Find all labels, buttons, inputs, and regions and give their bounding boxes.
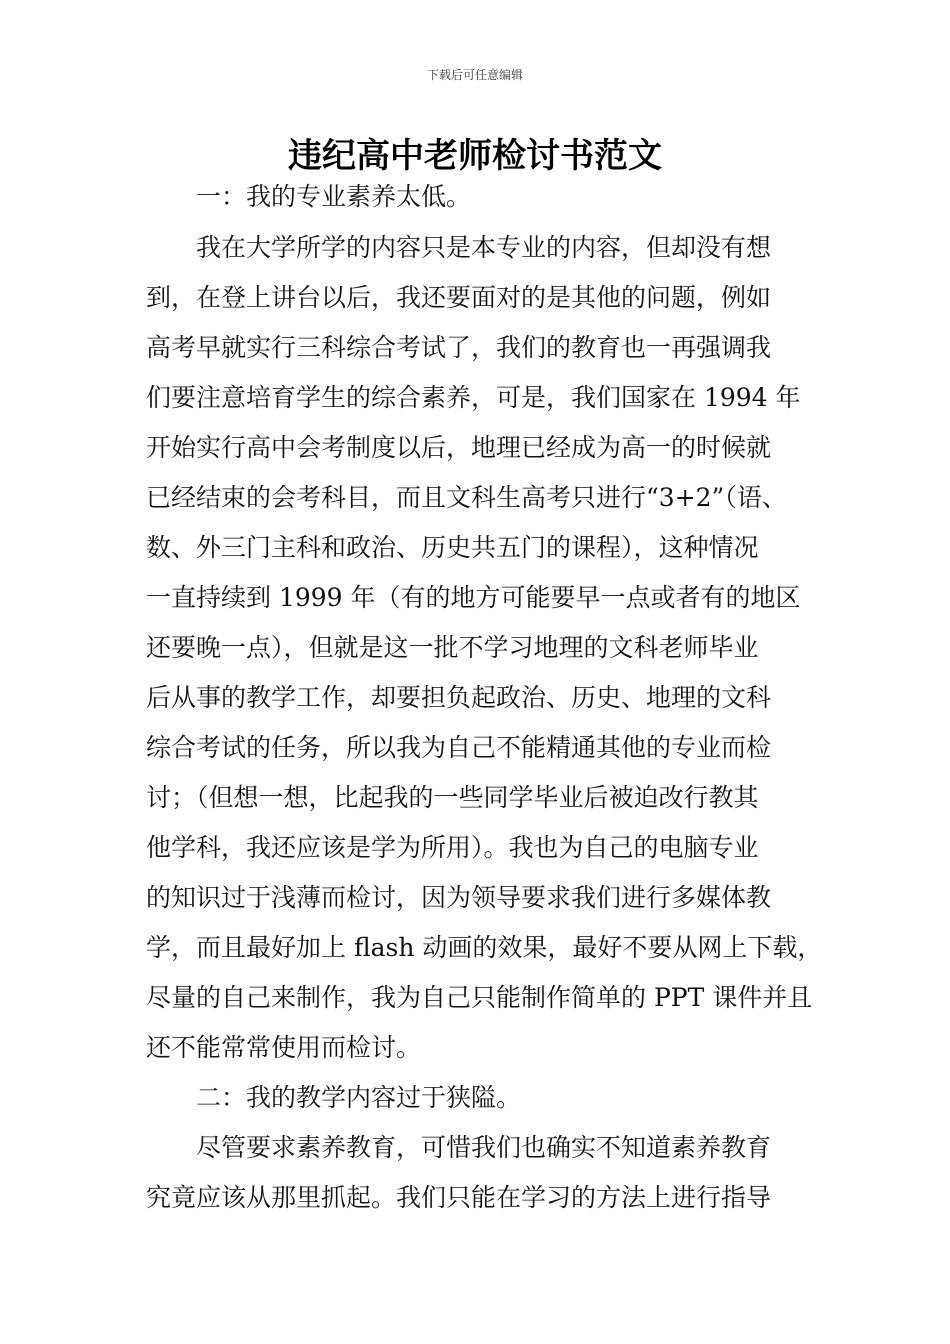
header-note: 下载后可任意编辑 bbox=[426, 68, 523, 82]
paragraph-line: 综合考试的任务，所以我为自己不能精通其他的专业而检 bbox=[146, 733, 772, 762]
paragraph-line: 高考早就实行三科综合考试了，我们的教育也一再强调我 bbox=[146, 333, 772, 362]
paragraph-line: 一直持续到 1999 年（有的地方可能要早一点或者有的地区 bbox=[146, 583, 801, 612]
paragraph-line: 数、外三门主科和政治、历史共五门的课程），这种情况 bbox=[146, 533, 759, 562]
paragraph-line: 还要晚一点），但就是这一批不学习地理的文科老师毕业 bbox=[146, 633, 759, 662]
paragraph-line: 已经结束的会考科目，而且文科生高考只进行“3+2”（语、 bbox=[146, 483, 787, 512]
paragraph-line: 的知识过于浅薄而检讨，因为领导要求我们进行多媒体教 bbox=[146, 883, 772, 912]
paragraph-line: 究竟应该从那里抓起。我们只能在学习的方法上进行指导 bbox=[146, 1183, 772, 1212]
paragraph-line: 尽量的自己来制作，我为自己只能制作简单的 PPT 课件并且 bbox=[146, 983, 813, 1012]
paragraph-line: 我在大学所学的内容只是本专业的内容，但却没有想 bbox=[196, 233, 772, 262]
paragraph-line: 后从事的教学工作，却要担负起政治、历史、地理的文科 bbox=[146, 683, 772, 712]
paragraph-line: 到，在登上讲台以后，我还要面对的是其他的问题，例如 bbox=[146, 283, 772, 312]
paragraph-line: 们要注意培育学生的综合素养，可是，我们国家在 1994 年 bbox=[146, 383, 801, 412]
paragraph-line: 开始实行高中会考制度以后，地理已经成为高一的时候就 bbox=[146, 433, 772, 462]
paragraph-line: 还不能常常使用而检讨。 bbox=[146, 1033, 422, 1062]
section-heading: 一：我的专业素养太低。 bbox=[196, 182, 472, 211]
paragraph-line: 学，而且最好加上 flash 动画的效果，最好不要从网上下载， bbox=[146, 933, 823, 962]
section-heading: 二：我的教学内容过于狭隘。 bbox=[196, 1083, 522, 1112]
paragraph-line: 讨；（但想一想，比起我的一些同学毕业后被迫改行教其 bbox=[146, 783, 759, 812]
document-title: 违纪高中老师检讨书范文 bbox=[288, 136, 662, 176]
paragraph-line: 尽管要求素养教育，可惜我们也确实不知道素养教育 bbox=[196, 1133, 772, 1162]
paragraph-line: 他学科，我还应该是学为所用）。我也为自己的电脑专业 bbox=[146, 833, 759, 862]
